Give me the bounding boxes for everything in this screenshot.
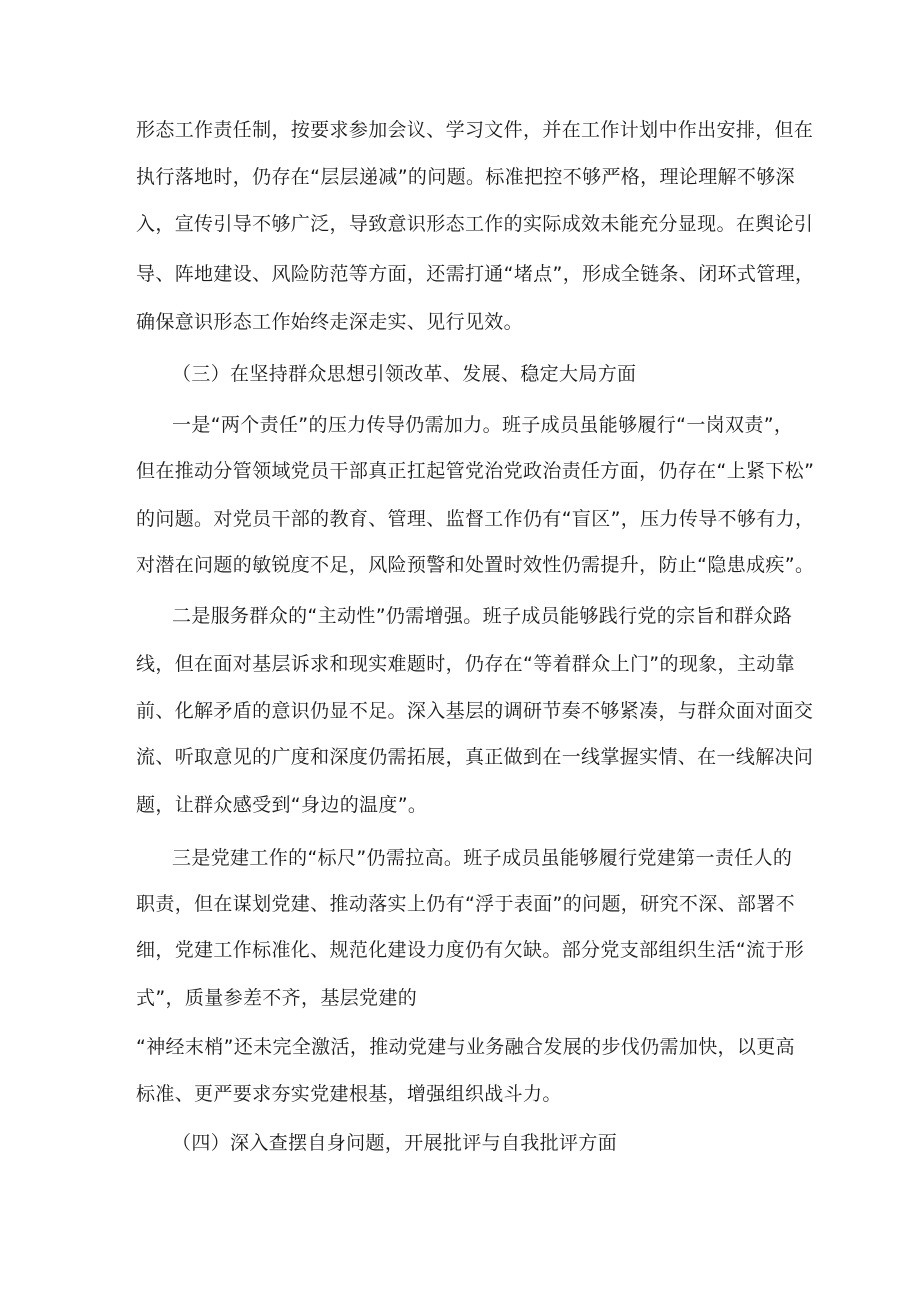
body-text-line: “神经末梢”还未完全激活，推动党建与业务融合发展的步伐仍需加快，以更高: [136, 1036, 795, 1058]
body-text-line: 线，但在面对基层诉求和现实难题时，仍存在“等着群众上门”的现象，主动靠: [136, 653, 795, 675]
body-text-line: 对潜在问题的敏锐度不足，风险预警和处置时效性仍需提升，防止“隐患成疾”。: [136, 554, 815, 576]
section-heading-4: （四）深入查摆自身问题，开展批评与自我批评方面: [172, 1132, 618, 1154]
body-text-line: 标准、更严要求夯实党建根基，增强组织战斗力。: [136, 1083, 562, 1105]
body-text-line: 式”，质量参差不齐，基层党建的: [136, 987, 418, 1009]
paragraph-first-line: 二是服务群众的“主动性”仍需增强。班子成员能够践行党的宗旨和群众路: [172, 605, 793, 627]
body-text-line: 形态工作责任制，按要求参加会议、学习文件，并在工作计划中作出安排，但在: [136, 119, 814, 141]
body-text-line: 导、阵地建设、风险防范等方面，还需打通“堵点”，形成全链条、闭环式管理，: [136, 263, 815, 285]
body-text-line: 前、化解矛盾的意识仍显不足。深入基层的调研节奏不够紧凑，与群众面对面交: [136, 700, 814, 722]
body-text-line: 的问题。对党员干部的教育、管理、监督工作仍有“盲区”，压力传导不够有力，: [136, 508, 815, 530]
body-text-line: 流、听取意见的广度和深度仍需拓展，真正做到在一线掌握实情、在一线解决问: [136, 746, 814, 768]
section-heading-3: （三）在坚持群众思想引领改革、发展、稳定大局方面: [172, 363, 637, 385]
paragraph-first-line: 三是党建工作的“标尺”仍需拉高。班子成员虽能够履行党建第一责任人的: [172, 847, 793, 869]
body-text-line: 入，宣传引导不够广泛，导致意识形态工作的实际成效未能充分显现。在舆论引: [136, 213, 814, 235]
body-text-line: 但在推动分管领域党员干部真正扛起管党治党政治责任方面，仍存在“上紧下松”: [136, 460, 815, 482]
body-text-line: 职责，但在谋划党建、推动落实上仍有“浮于表面”的问题，研究不深、部署不: [136, 893, 795, 915]
body-text-line: 细，党建工作标准化、规范化建设力度仍有欠缺。部分党支部组织生活“流于形: [136, 939, 805, 961]
body-text-line: 题，让群众感受到“身边的温度”。: [136, 794, 428, 816]
body-text-line: 执行落地时，仍存在“层层递减”的问题。标准把控不够严格，理论理解不够深: [136, 166, 795, 188]
paragraph-first-line: 一是“两个责任”的压力传导仍需加力。班子成员虽能够履行“一岗双责”，: [172, 414, 794, 436]
body-text-line: 确保意识形态工作始终走深走实、见行见效。: [136, 311, 524, 333]
